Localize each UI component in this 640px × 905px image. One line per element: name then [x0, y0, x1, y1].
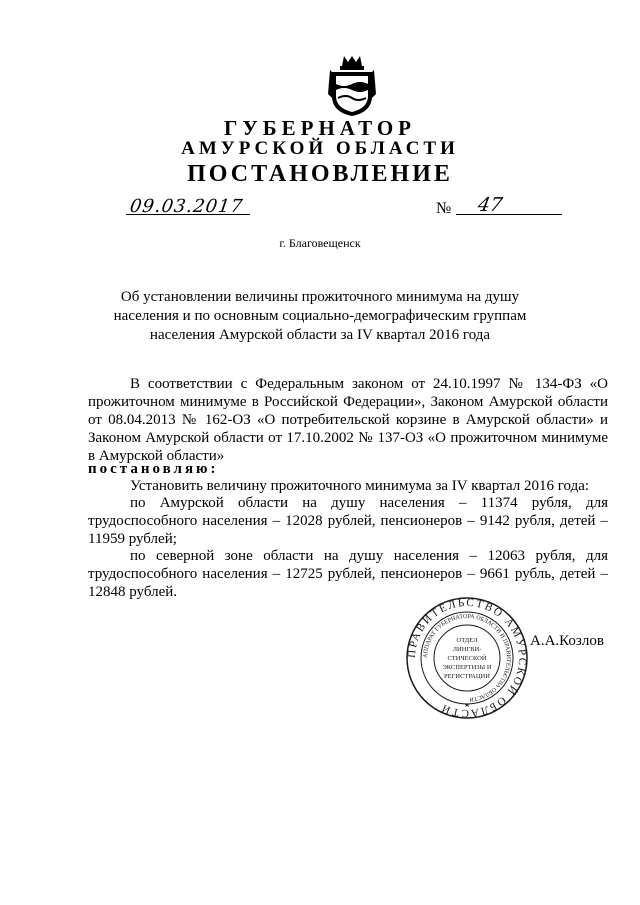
- preamble-paragraph: В соответствии с Федеральным законом от 24.10.1997 № 134-ФЗ «О прожиточном минимуме в Российской Федерации», Законом Амурской области от 08.04.2013 № 162-ОЗ «О потребительской корзине в Амурской области» и Законом Амурской области от 17.10.2002 № 137-ОЗ «О прожиточном минимуме в Амурской области»: [88, 376, 608, 464]
- decree-date: 09.03.2017: [128, 196, 245, 217]
- document-title: Об установлении величины прожиточного минимума на душу населения и по основным социально-демографическим группам населения Амурской области за IV квартал 2016 года: [113, 289, 527, 343]
- seal-center-line: ОТДЕЛ: [456, 637, 478, 644]
- item-region: по Амурской области на душу населения – 11374 рубля, для трудоспособного населения – 12028 рублей, пенсионеров – 9142 рубля, детей – 11959 рублей;: [88, 495, 608, 547]
- signatory-name: А.А.Козлов: [530, 633, 604, 649]
- seal-center-line: СТИЧЕСКОЙ: [447, 655, 487, 662]
- number-underline: [456, 214, 562, 215]
- item-north: по северной зоне области на душу населения – 12063 рубля, для трудоспособного населения – 12725 рублей, пенсионеров – 9661 рубль, детей – 12848 рублей.: [88, 548, 608, 600]
- official-seal: [400, 596, 534, 720]
- city: г. Благовещенск: [279, 236, 361, 250]
- seal-middle-text: АППАРАТ ГУБЕРНАТОРА ОБЛАСТИ И ПРАВИТЕЛЬСТВА ОБЛАСТИ: [422, 613, 512, 702]
- date-underline: [126, 214, 250, 215]
- header-region: АМУРСКОЙ ОБЛАСТИ: [181, 138, 459, 159]
- decide-word: постановляю:: [88, 461, 219, 477]
- seal-center-line: ЛИНГВИ-: [452, 646, 482, 653]
- item-intro: Установить величину прожиточного минимума за IV квартал 2016 года:: [130, 478, 590, 494]
- seal-outer-text: ПРАВИТЕЛЬСТВО АМУРСКОЙ ОБЛАСТИ: [405, 596, 529, 720]
- number-sign: №: [436, 200, 452, 217]
- coat-of-arms-icon: [326, 54, 378, 118]
- seal-center-line: ЭКСПЕРТИЗЫ И: [442, 664, 492, 671]
- header-title: ГУБЕРНАТОР: [223, 116, 417, 140]
- decree-number: 47: [476, 194, 505, 216]
- document-type: ПОСТАНОВЛЕНИЕ: [187, 161, 453, 187]
- seal-center-line: РЕГИСТРАЦИИ: [444, 673, 490, 680]
